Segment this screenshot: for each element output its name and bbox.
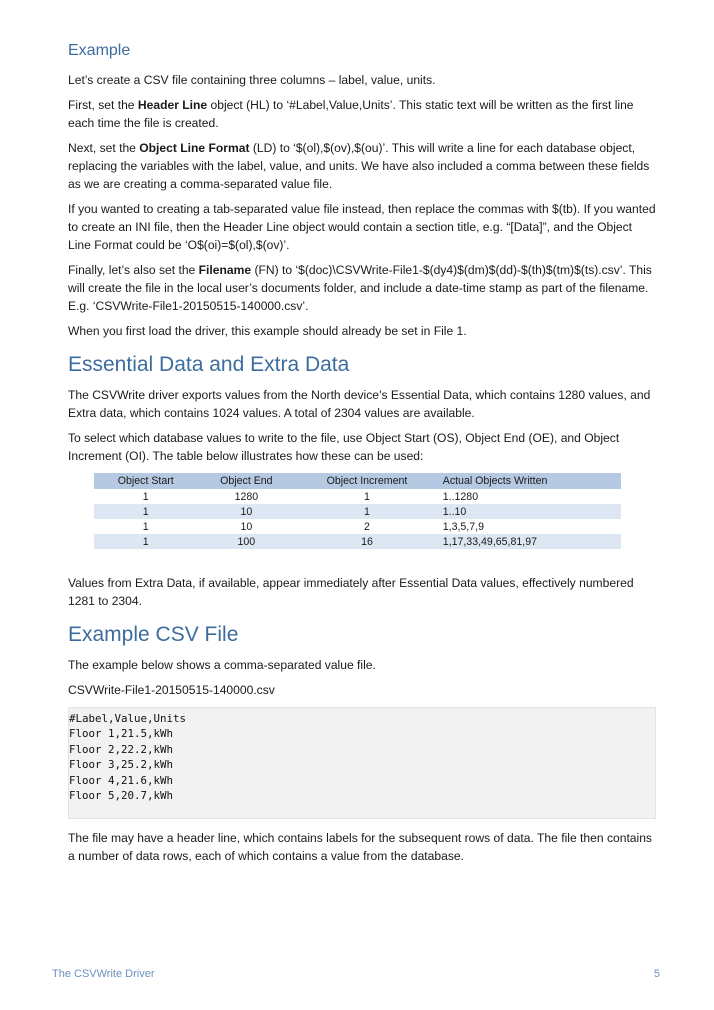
table-cell: 1..10: [439, 504, 621, 519]
table-row: [94, 504, 621, 519]
section-heading-csv-file: Example CSV File: [68, 623, 239, 646]
table-row: [94, 519, 621, 534]
table-cell: 1,17,33,49,65,81,97: [439, 534, 621, 549]
paragraph: Values from Extra Data, if available, appear immediately after Essential Data values, effectively numbered 1281 to 2304.: [68, 576, 634, 608]
column-header: Object End: [197, 473, 295, 489]
table-cell: 10: [197, 504, 295, 519]
column-header: Actual Objects Written: [439, 473, 621, 489]
paragraph: If you wanted to creating a tab-separated value file instead, then replace the commas with $(tb). If you wanted to create an INI file, then the Header Line object would contain a section title, e.g. “[Data]”, and the Object Line Format could be ‘O$(oi)=$(ol),$(ov)’.: [68, 202, 656, 252]
paragraph: To select which database values to write to the file, use Object Start (OS), Object End (OE), and Object Increment (OI). The table below illustrates how these can be used:: [68, 431, 620, 463]
table-cell: 1..1280: [439, 489, 621, 504]
code-block: [68, 707, 656, 819]
paragraph: The file may have a header line, which contains labels for the subsequent rows of data. The file then contains a number of data rows, each of which contains a value from the database.: [68, 831, 652, 863]
footer-title: The CSVWrite Driver: [52, 968, 155, 980]
table-cell: 1,3,5,7,9: [439, 519, 621, 534]
paragraph: When you first load the driver, this example should already be set in File 1.: [68, 324, 467, 338]
filename-label: CSVWrite-File1-20150515-140000.csv: [68, 683, 275, 697]
table-cell: 16: [295, 534, 439, 549]
paragraph: The CSVWrite driver exports values from the North device’s Essential Data, which contains 1280 values, and Extra data, which contains 1024 values. A total of 2304 values are available.: [68, 388, 651, 420]
table-cell: 1280: [197, 489, 295, 504]
table-cell: 100: [197, 534, 295, 549]
table-cell: 1: [94, 489, 197, 504]
column-header: Object Increment: [295, 473, 439, 489]
table-cell: 2: [295, 519, 439, 534]
code-line: Floor 4,21.6,kWh: [69, 773, 174, 787]
table-cell: 1: [94, 534, 197, 549]
table-cell: 1: [295, 489, 439, 504]
paragraph: Finally, let’s also set the Filename (FN) to ‘$(doc)\CSVWrite-File1-$(dy4)$(dm)$(dd)-$(th)$(tm)$(ts).csv’. This will create the file in the local user’s documents folder, and include a date-time stamp as part of the filename. E.g. ‘CSVWrite-File1-20150515-140000.csv’.: [68, 263, 652, 313]
table-row: [94, 534, 621, 549]
section-heading-essential: Essential Data and Extra Data: [68, 353, 350, 376]
paragraph: The example below shows a comma-separated value file.: [68, 658, 376, 672]
page-number: 5: [653, 968, 660, 980]
paragraph: First, set the Header Line object (HL) to ‘#Label,Value,Units’. This static text will be written as the first line each time the file is created.: [68, 98, 634, 130]
code-line: Floor 2,22.2,kWh: [69, 742, 174, 756]
table-cell: 10: [197, 519, 295, 534]
paragraph: Next, set the Object Line Format (LD) to ‘$(ol),$(ov),$(ou)’. This will write a line for each database object, replacing the variables with the label, value, and units. We have also included a comma between these fields as we are creating a comma-separated value file.: [68, 141, 650, 191]
paragraph: Let’s create a CSV file containing three columns – label, value, units.: [68, 73, 436, 87]
table-cell: 1: [295, 504, 439, 519]
table-row: [94, 489, 621, 504]
code-line: #Label,Value,Units: [69, 712, 187, 725]
code-line: Floor 3,25.2,kWh: [69, 758, 174, 772]
table-cell: 1: [94, 519, 197, 534]
document-body: [68, 40, 656, 872]
code-line: Floor 5,20.7,kWh: [69, 789, 174, 803]
column-header: Object Start: [94, 473, 197, 489]
table-cell: 1: [94, 504, 197, 519]
object-table: [94, 473, 621, 549]
section-heading-example: Example: [68, 42, 131, 59]
code-line: Floor 1,21.5,kWh: [69, 727, 174, 741]
table-header-row: [94, 473, 621, 489]
